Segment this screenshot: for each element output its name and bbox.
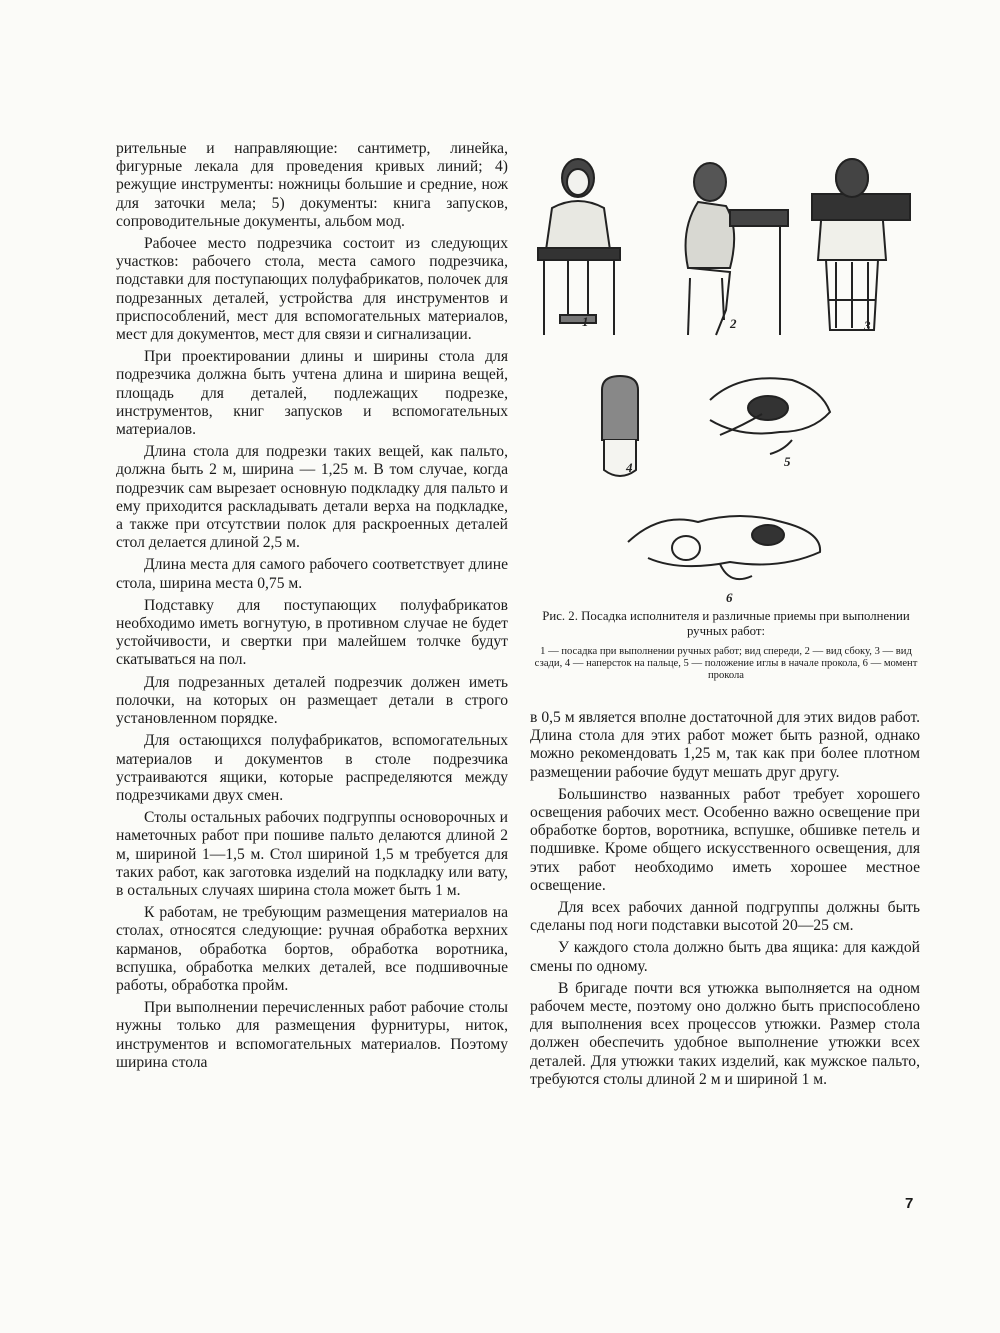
figure-label-2: 2 [730,316,737,331]
seated-worker-front-view [538,159,620,335]
right-text-column [530,709,920,1093]
paragraph: в 0,5 м является вполне достаточной для этих видов работ. Длина стола для этих работ может быть разной, однако можно рекомендовать 1,25 м, так как при более плотном размещении рабочие будут мешать друг другу. [530,709,920,781]
paragraph: Подставку для поступающих полуфабрикатов необходимо иметь вогнутую, в противном случае не будет устойчивости, и свертки при малейшем толчке будут скатываться на пол. [116,596,508,669]
paragraph: Длина стола для подрезки таких вещей, как пальто, должна быть 2 м, ширина — 1,25 м. В том случае, когда подрезчик сам вырезает основную подкладку для пальто и ему приходится раскладывать детали верха на подкладке, а также при отсутствии полок для раскроенных деталей стол делается длиной 2,5 м. [116,443,508,552]
paragraph: К работам, не требующим размещения материалов на столах, относятся следующие: ручная обработка верхних карманов, обработка бортов, обработка воротника, вспушка, обработка мелких деталей, все подшивочные работы, обработка пройм. [116,904,508,994]
figure-illustrations [530,150,922,610]
paragraph: При выполнении перечисленных работ рабочие столы нужны только для размещения фурнитуры, ниток, инструментов и вспомогательных материалов. Поэтому ширина стола [116,999,508,1071]
figure-caption: Рис. 2. Посадка исполнителя и различные приемы при выполнении ручных работ: [542,609,910,638]
seated-worker-back-view [812,159,910,330]
needle-puncture-moment-hands [628,516,820,579]
paragraph: Для остающихся полуфабрикатов, вспомогательных материалов и документов в столе подрезчика устраиваются ящики, которые распределяются между подрезчиками двух смен. [116,732,508,804]
paragraph: При проектировании длины и ширины стола для подрезчика должна быть учтена длина и ширина вещей, площадь для деталей, подлежащих подрезке, инструментов, книг запусков и вспомогательных материалов. [116,348,508,439]
figure-label-6: 6 [726,590,733,605]
figure-label-4: 4 [626,460,633,475]
paragraph: У каждого стола должно быть два ящика: для каждой смены по одному. [530,939,920,975]
paragraph: Большинство названных работ требует хорошего освещения рабочих мест. Особенно важно освещение при обработке бортов, воротника, вспушке, обшивке петель и подшивке. Кроме общего искусственного освещения, для этих работ необходимо иметь хорошее местное освещение. [530,785,920,894]
figure-label-5: 5 [784,454,791,469]
page-number: 7 [905,1195,914,1212]
thimble-on-finger [602,376,638,476]
figure-legend: 1 — посадка при выполнении ручных работ; вид спереди, 2 — вид сбоку, 3 — вид сзади, 4 — наперсток на пальце, 5 — положение иглы в начале прокола, 6 — момент прокола [534,646,918,681]
needle-start-position-hands [710,378,830,454]
figure-label-3: 3 [864,318,871,333]
paragraph: Длина места для самого рабочего соответствует длине стола, ширина места 0,75 м. [116,556,508,592]
seated-worker-side-view [686,163,788,335]
paragraph: В бригаде почти вся утюжка выполняется на одном рабочем месте, поэтому оно должно быть приспособлено для выполнения всех процессов утюжки. Размер стола должен обеспечить удобное выполнение утюжки всех деталей. Для утюжки таких изделий, как мужское пальто, требуются столы длиной 2 м и шириной 1 м. [530,979,920,1088]
left-text-column [116,140,508,1076]
paragraph: Для всех рабочих данной подгруппы должны быть сделаны под ноги подставки высотой 20—25 см. [530,899,920,935]
paragraph: Рабочее место подрезчика состоит из следующих участков: рабочего стола, места самого подрезчика, подставки для поступающих полуфабрикатов, полочек для подрезанных деталей, устройства для инструментов и приспособлений, мест для вспомогательных материалов, мест для документов, мест для связи и сигнализации. [116,235,508,344]
figure-label-1: 1 [582,314,589,329]
paragraph: Для подрезанных деталей подрезчик должен иметь полочки, на которых он размещает детали в строго установленном порядке. [116,673,508,728]
paragraph: Столы остальных рабочих подгруппы основорочных и наметочных работ при пошиве пальто делаются длиной 2 м, шириной 1—1,5 м. Стол шириной 1,5 м требуется для таких работ, как заготовка изделий на подкладку или вату, в остальных случаях ширина стола может быть 1 м. [116,809,508,899]
paragraph: рительные и направляющие: сантиметр, линейка, фигурные лекала для проведения кривых линий; 4) режущие инструменты: ножницы большие и средние, нож для заточки мела; 5) документы: книга запусков, сопроводительные документы, альбом мод. [116,140,508,230]
